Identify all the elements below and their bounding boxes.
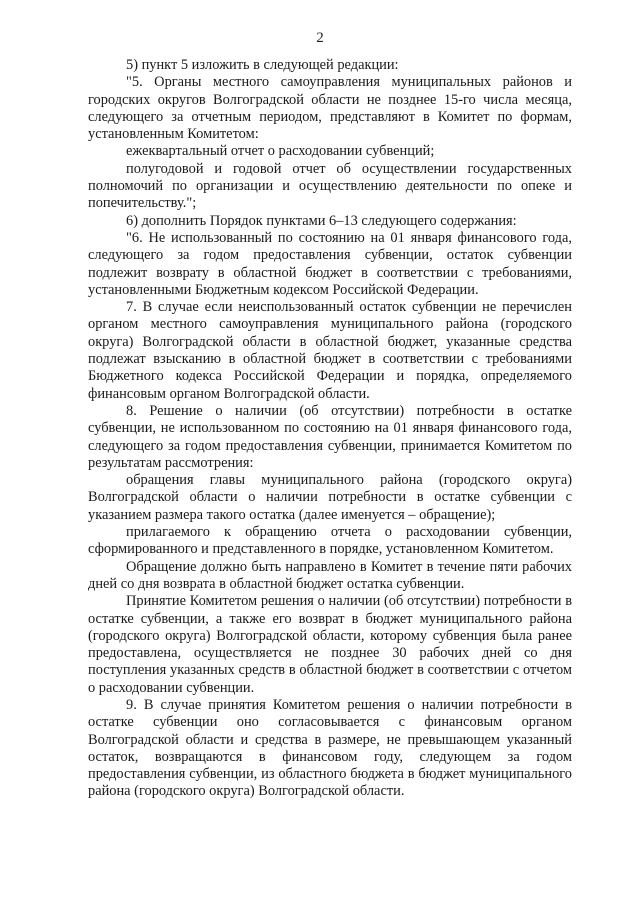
- paragraph: обращения главы муниципального района (городского округа) Волгоградской области о наличии потребности в остатке субвенции с указанием размера такого остатка (далее именуется – обращение);: [88, 472, 572, 523]
- paragraph: полугодовой и годовой отчет об осуществлении государственных полномочий по организации и осуществлению деятельности по опеке и попечительству.";: [88, 160, 572, 212]
- paragraph: "5. Органы местного самоуправления муниципальных районов и городских округов Волгоградской области не позднее 15-го числа месяца, следующего за отчетным периодом, представляют в Комитет по формам, установленным Комитетом:: [88, 74, 572, 143]
- document-body: [88, 57, 572, 801]
- page-number: 2: [316, 30, 324, 46]
- paragraph: прилагаемого к обращению отчета о расходовании субвенции, сформированного и представленного в порядке, установленном Комитетом.: [88, 524, 572, 558]
- paragraph: 8. Решение о наличии (об отсутствии) потребности в остатке субвенции, не использованном по состоянию на 01 января финансового года, следующего за годом предоставления субвенции, принимается Комитетом по результатам рассмотрения:: [88, 402, 572, 471]
- paragraph: Принятие Комитетом решения о наличии (об отсутствии) потребности в остатке субвенции, а также его возврат в бюджет муниципального района (городского округа) Волгоградской области, которому субвенция была ранее предоставлена, осуществляется не позднее 30 рабочих дней со дня поступления указанных средств в областной бюджет в соответствии с отчетом о расходовании субвенции.: [88, 593, 572, 696]
- paragraph: Обращение должно быть направлено в Комитет в течение пяти рабочих дней со дня возврата в областной бюджет остатка субвенции.: [88, 558, 572, 592]
- paragraph: 7. В случае если неиспользованный остаток субвенции не перечислен органом местного самоуправления муниципального района (городского округа) Волгоградской области в областной бюджет, указанные средства подлежат взысканию в областной бюджет в соответствии с требованиями Бюджетного кодекса Российской Федерации и порядка, определяемого финансовым органом Волгоградской области.: [88, 299, 572, 402]
- paragraph: "6. Не использованный по состоянию на 01 января финансового года, следующего за годом предоставления субвенции, остаток субвенции подлежит возврату в областной бюджет в соответствии с требованиями, установленными Бюджетным кодексом Российской Федерации.: [88, 229, 572, 298]
- paragraph: 6) дополнить Порядок пунктами 6–13 следующего содержания:: [126, 212, 517, 229]
- paragraph: ежеквартальный отчет о расходовании субвенций;: [126, 143, 435, 160]
- paragraph: 5) пункт 5 изложить в следующей редакции:: [126, 57, 399, 73]
- paragraph: 9. В случае принятия Комитетом решения о наличии потребности в остатке субвенции оно согласовывается с финансовым органом Волгоградской области и средства в размере, не превышающем указанный остаток, возвращаются в финансовом году, следующем за годом предоставления субвенции, из областного бюджета в бюджет муниципального района (городского округа) Волгоградской области.: [88, 696, 572, 800]
